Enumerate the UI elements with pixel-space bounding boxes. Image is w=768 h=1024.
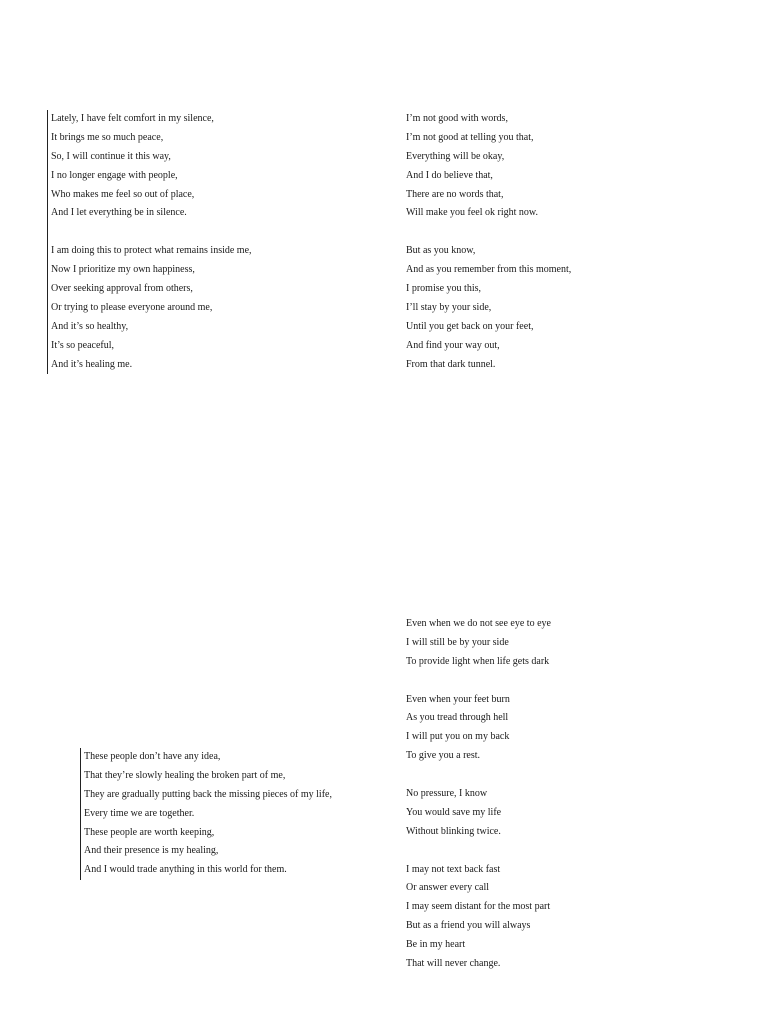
poem-line: I will put you on my back [406, 731, 510, 743]
poem-line: But as a friend you will always [406, 920, 531, 932]
poem-line: No pressure, I know [406, 788, 488, 800]
poem-line: Without blinking twice. [406, 825, 501, 837]
poem-line: So, I will continue it this way, [51, 150, 171, 162]
poem-line: Will make you feel ok right now. [406, 207, 538, 219]
poem-line: And their presence is my healing, [84, 845, 219, 857]
poem-line: And I do believe that, [406, 169, 493, 181]
poem-line: I may not text back fast [406, 863, 501, 875]
poem-line: It’s so peaceful, [51, 339, 115, 351]
poem-line: And as you remember from this moment, [406, 264, 572, 276]
poem-line: I’ll stay by your side, [406, 301, 492, 313]
stanza-gap [406, 766, 551, 785]
poem-line: I’m not good with words, [406, 113, 508, 124]
poem-line: And it’s so healthy, [51, 320, 129, 332]
poem-line: Even when we do not see eye to eye [406, 618, 551, 629]
poem-line: As you tread through hell [406, 712, 509, 724]
poem-line: I promise you this, [406, 283, 481, 295]
poem-line: Be in my heart [406, 939, 466, 951]
poem-line: That they’re slowly healing the broken part of me, [84, 769, 286, 781]
poem-line: From that dark tunnel. [406, 358, 496, 370]
poem-line: Everything will be okay, [406, 150, 505, 162]
poem-line: I’m not good at telling you that, [406, 131, 534, 143]
poem-line: They are gradually putting back the missing pieces of my life, [84, 788, 332, 800]
poem-line: Or answer every call [406, 882, 490, 894]
poem-line: These people are worth keeping, [84, 826, 215, 838]
stanza-gap [406, 842, 551, 861]
poem-line: To provide light when life gets dark [406, 655, 550, 667]
stanza-gap [51, 223, 252, 242]
poem-line: That will never change. [406, 958, 501, 970]
poem-line: Or trying to please everyone around me, [51, 301, 213, 313]
poem-line: I will still be by your side [406, 636, 509, 648]
poem-line: Even when your feet burn [406, 693, 510, 705]
poem-line: Now I prioritize my own happiness, [51, 264, 195, 276]
poem-line: And find your way out, [406, 339, 500, 351]
poem-line: It brings me so much peace, [51, 131, 164, 143]
stanza-gap [406, 223, 571, 242]
poem-line: You would save my life [406, 806, 502, 818]
poem-line: But as you know, [406, 245, 476, 257]
poem-words [406, 110, 571, 374]
poem-line: And I let everything be in silence. [51, 207, 187, 219]
poem-line: I no longer engage with people, [51, 169, 178, 181]
poem-line: I am doing this to protect what remains inside me, [51, 245, 252, 257]
poem-friendship [406, 615, 551, 974]
poem-line: To give you a rest. [406, 750, 481, 762]
poem-line: These people don’t have any idea, [84, 751, 221, 762]
poem-silence [47, 110, 252, 374]
poem-line: And it’s healing me. [51, 358, 133, 370]
poem-healing-people [80, 748, 332, 880]
stanza-gap [406, 672, 551, 691]
poem-line: Lately, I have felt comfort in my silence, [51, 113, 214, 124]
poem-line: And I would trade anything in this world for them. [84, 864, 287, 876]
poem-line: Until you get back on your feet, [406, 320, 534, 332]
poem-line: Every time we are together. [84, 807, 195, 819]
poem-line: There are no words that, [406, 188, 504, 200]
poem-line: Over seeking approval from others, [51, 283, 193, 295]
poem-line: I may seem distant for the most part [406, 901, 551, 913]
poem-line: Who makes me feel so out of place, [51, 188, 195, 200]
